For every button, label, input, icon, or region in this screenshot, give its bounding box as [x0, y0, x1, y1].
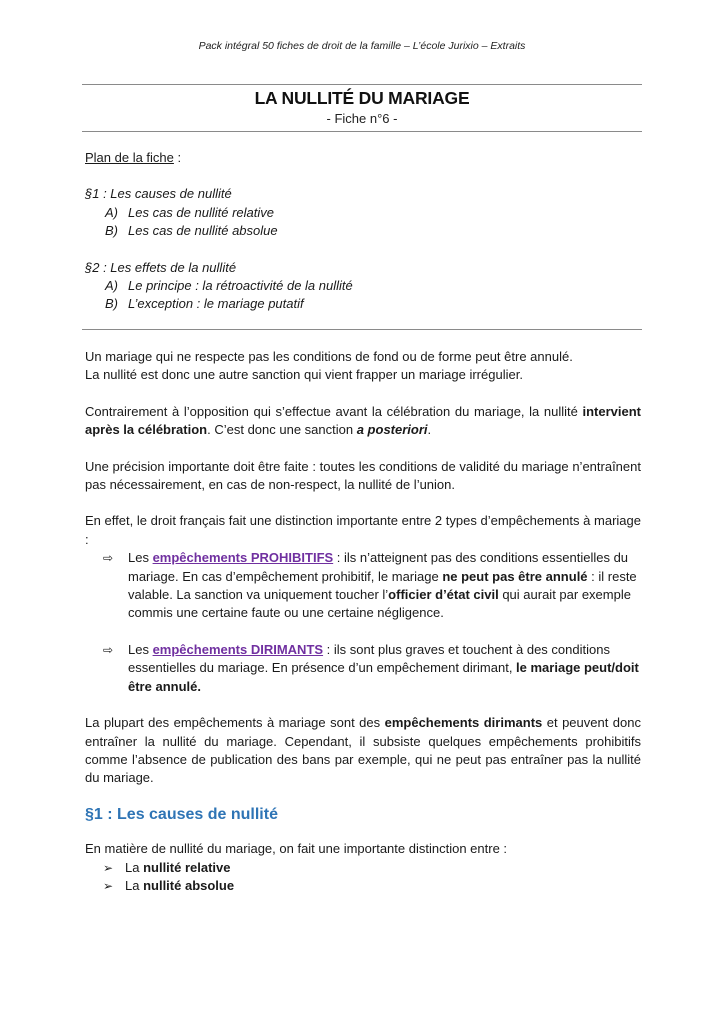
- plan-section-1: §1 : Les causes de nullité: [85, 186, 232, 202]
- chevron-bullet-icon: ➢: [103, 878, 114, 893]
- dirimants-link[interactable]: empêchements DIRIMANTS: [152, 641, 324, 657]
- paragraph: En effet, le droit français fait une distinction importante entre 2 types d’empêchements à mariage :: [85, 513, 641, 547]
- running-header: Pack intégral 50 fiches de droit de la famille – L’école Jurixio – Extraits: [198, 40, 526, 52]
- paragraph: La nullité est donc une autre sanction qui vient frapper un mariage irrégulier.: [85, 367, 523, 383]
- chevron-bullet-icon: ➢: [103, 860, 114, 875]
- prohibitifs-link[interactable]: empêchements PROHIBITIFS: [152, 550, 334, 566]
- arrow-bullet-icon: ⇨: [103, 551, 114, 566]
- page-subtitle: - Fiche n°6 -: [326, 111, 398, 126]
- body-text: [85, 348, 641, 895]
- plan-block: [85, 149, 641, 314]
- title-rule-bottom: [82, 131, 642, 132]
- plan-item: A) Le principe : la rétroactivité de la nullité: [105, 278, 353, 294]
- list-item: ➢ La nullité relative: [85, 859, 641, 877]
- title-rule-top: [82, 84, 642, 85]
- paragraph: Un mariage qui ne respecte pas les conditions de fond ou de forme peut être annulé.: [85, 349, 573, 364]
- plan-item: B) L’exception : le mariage putatif: [105, 296, 304, 312]
- list-item: ⇨ Les empêchements DIRIMANTS : ils sont plus graves et touchent à des conditions essentielles du mariage. En présence d’un empêchement dirimant, le mariage peut/doit être annulé.: [85, 641, 641, 696]
- plan-rule: [82, 329, 642, 330]
- paragraph: En matière de nullité du mariage, on fait une importante distinction entre :: [85, 841, 508, 857]
- plan-heading: Plan de la fiche :: [85, 150, 182, 165]
- arrow-bullet-icon: ⇨: [103, 642, 114, 657]
- section-heading: §1 : Les causes de nullité: [85, 805, 278, 823]
- plan-item: A) Les cas de nullité relative: [105, 204, 274, 220]
- paragraph: Une précision importante doit être faite : toutes les conditions de validité du mariage n’entraînent pas nécessairement, en cas de non-respect, la nullité de l’union.: [85, 458, 641, 493]
- page-title: LA NULLITÉ DU MARIAGE: [254, 88, 470, 108]
- list-item: ⇨ Les empêchements PROHIBITIFS : ils n’atteignent pas des conditions essentielles du mariage. En cas d’empêchement prohibitif, le mariage ne peut pas être annulé : il reste valable. La sanction va uniquement toucher l’officier d’état civil qui aurait par exemple commis une certaine faute ou une certaine négligence.: [85, 549, 641, 623]
- list-item: ➢ La nullité absolue: [85, 877, 641, 895]
- paragraph: Contrairement à l’opposition qui s’effectue avant la célébration du mariage, la nullité intervient après la célébration. C’est donc une sanction a posteriori.: [85, 403, 641, 438]
- paragraph: La plupart des empêchements à mariage sont des empêchements dirimants et peuvent donc entraîner la nullité du mariage. Cependant, il subsiste quelques empêchements prohibitifs comme l’absence de publication des bans par exemple, qui ne peut pas entraîner pas la nullité du mariage.: [85, 715, 641, 786]
- plan-section-2: §2 : Les effets de la nullité: [85, 259, 237, 275]
- plan-item: B) Les cas de nullité absolue: [105, 223, 278, 239]
